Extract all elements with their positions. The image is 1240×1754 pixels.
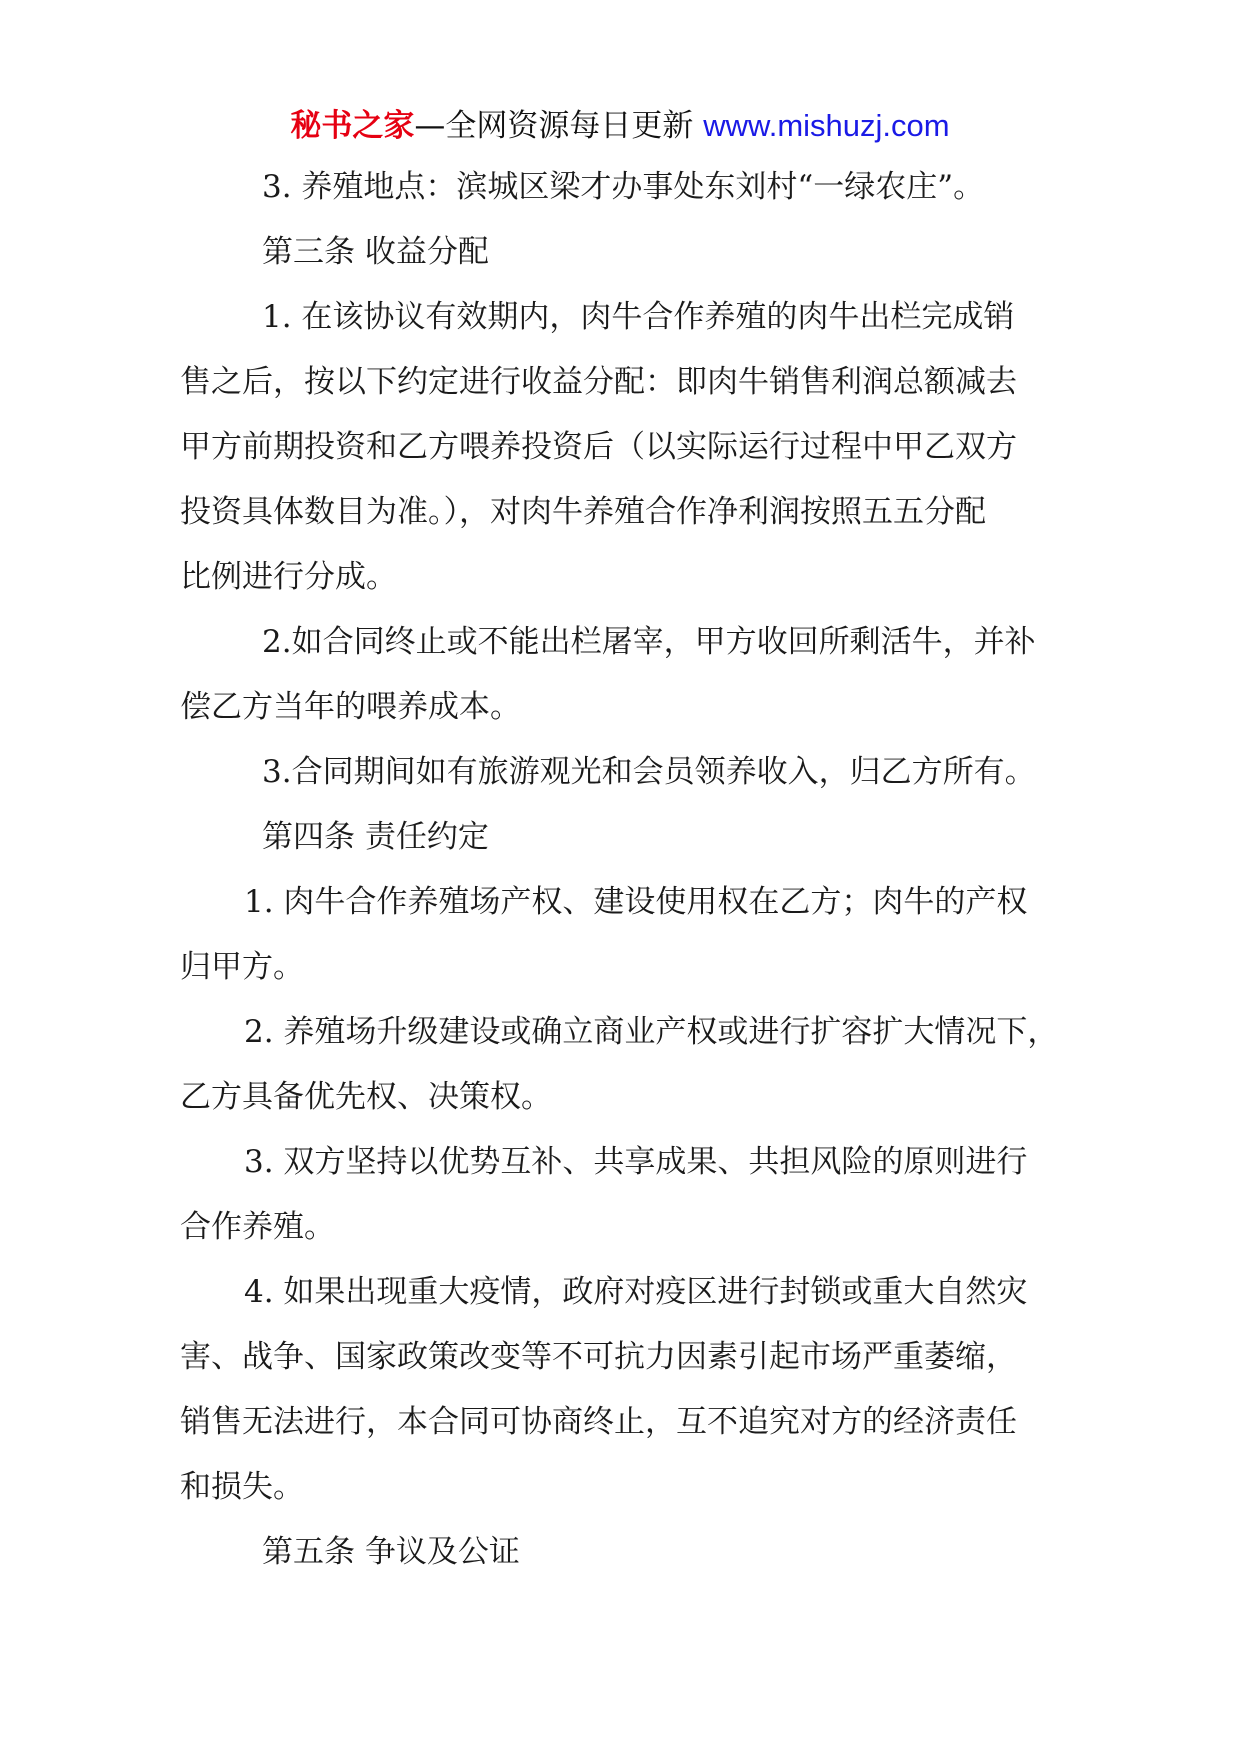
header-slogan: —全网资源每日更新 [414,108,694,144]
text-line: 第三条 收益分配 [262,234,489,270]
site-url-link[interactable]: www.mishuzj.com [703,108,950,143]
text-line: 偿乙方当年的喂养成本。 [180,689,521,725]
text-line: 投资具体数目为准。），对肉牛养殖合作净利润按照五五分配 [180,494,986,530]
text-line: 乙方具备优先权、决策权。 [180,1079,552,1115]
paragraph-location [180,155,1080,220]
text-line: 害、战争、国家政策改变等不可抗力因素引起市场严重萎缩， [180,1339,1017,1375]
text-line: 3. 双方坚持以优势互补、共享成果、共担风险的原则进行 [244,1144,1028,1180]
section-heading-5 [180,1520,1080,1585]
text-line: 1. 肉牛合作养殖场产权、建设使用权在乙方；肉牛的产权 [244,884,1028,920]
text-line: 和损失。 [180,1469,304,1505]
text-line: 3. 养殖地点：滨城区梁才办事处东刘村“一绿农庄”。 [262,169,985,205]
text-line: 合作养殖。 [180,1209,335,1245]
paragraph-4-3 [180,1130,1080,1260]
text-line: 3.合同期间如有旅游观光和会员领养收入，归乙方所有。 [262,754,1036,790]
paragraph-3-2 [180,610,1080,740]
text-line: 4. 如果出现重大疫情，政府对疫区进行封锁或重大自然灾 [244,1274,1028,1310]
document-body [0,155,1240,1585]
text-line: 销售无法进行，本合同可协商终止，互不追究对方的经济责任 [180,1404,1017,1440]
paragraph-4-1 [180,870,1080,1000]
text-line: 1. 在该协议有效期内，肉牛合作养殖的肉牛出栏完成销 [262,299,1015,335]
site-header [0,98,1240,154]
paragraph-4-2 [180,1000,1080,1130]
text-line: 售之后，按以下约定进行收益分配：即肉牛销售利润总额减去 [180,364,1017,400]
paragraph-4-4 [180,1260,1080,1520]
text-line: 2. 养殖场升级建设或确立商业产权或进行扩容扩大情况下， [244,1014,1059,1050]
text-line: 比例进行分成。 [180,559,397,595]
text-line: 第四条 责任约定 [262,819,489,855]
paragraph-3-1 [180,285,1080,610]
brand-name: 秘书之家 [290,108,415,144]
text-line: 2.如合同终止或不能出栏屠宰，甲方收回所剩活牛，并补 [262,624,1036,660]
text-line: 归甲方。 [180,949,304,985]
text-line: 甲方前期投资和乙方喂养投资后（以实际运行过程中甲乙双方 [180,429,1017,465]
paragraph-3-3 [180,740,1080,805]
section-heading-3 [180,220,1080,285]
text-line: 第五条 争议及公证 [262,1534,520,1570]
section-heading-4 [180,805,1080,870]
